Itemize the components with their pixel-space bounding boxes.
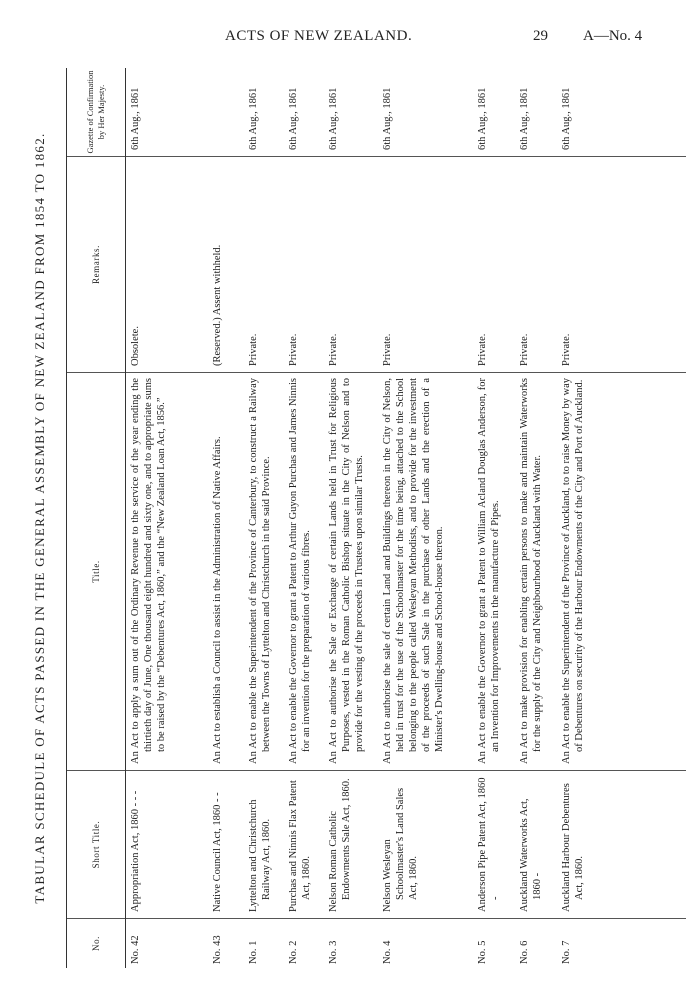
row-number: No. 3 (324, 918, 378, 968)
column-header-no: No. (67, 918, 125, 968)
row-number: No. 7 (557, 918, 686, 968)
row-number: No. 4 (378, 918, 473, 968)
table-row (126, 68, 208, 968)
row-gazette: 6th Aug., 1861 (288, 87, 299, 150)
row-remarks: (Reserved.) Assent withheld. (208, 156, 244, 372)
row-short-title: Native Council Act, 1860 - - (208, 770, 244, 918)
row-short-title: Purchas and Ninnis Flax Patent Act, 1860. (284, 770, 324, 918)
table-row (378, 68, 473, 968)
table-row (244, 68, 284, 968)
column-header-remarks: Remarks. (67, 156, 125, 372)
page-number: 29 (533, 28, 548, 44)
row-remarks: Private. (378, 156, 473, 372)
row-title: An Act to apply a sum out of the Ordinary Revenue to the service of the year ending the thirtieth day of June, One thousand eight hundred and sixty one, and to appropriate sums to be raised by the “Debentures Act, 1860,” and the “New Zealand Loan Act, 1856.” (126, 372, 208, 770)
row-number: No. 42 (126, 918, 208, 968)
row-title: An Act to enable the Superintendent of the Province of Canterbury, to construct a Railway between the Towns of Lyttelton and Christchurch in the said Province. (244, 372, 284, 770)
table-row (208, 68, 244, 968)
row-gazette (208, 68, 244, 156)
row-short-title: Appropriation Act, 1860 - - - (126, 770, 208, 918)
column-header-short-title: Short Title. (67, 770, 125, 918)
row-gazette: 6th Aug., 1861 (328, 87, 339, 150)
row-remarks: Private. (244, 156, 284, 372)
row-remarks: Private. (515, 156, 557, 372)
running-head-title: ACTS OF NEW ZEALAND. (225, 28, 413, 44)
row-number: No. 2 (284, 918, 324, 968)
column-headers (66, 68, 126, 968)
row-number: No. 1 (244, 918, 284, 968)
row-title: An Act to authorise the sale of certain Land and Buildings thereon in the City of Nelson, held in trust for the use of the Schoolmaster for the time being, attached to the School belonging to the people called Wesleyan Methodists, and to provide for the investment of the proceeds of such Sale in the purchase of other Lands and the erection of a Minister's Dwelling-house and School-house thereon. (378, 372, 473, 770)
row-remarks: Private. (557, 156, 686, 372)
row-short-title: Lyttelton and Christchurch Railway Act, 1860. (244, 770, 284, 918)
row-title: An Act to enable the Governor to grant a Patent to William Acland Douglas Anderson, for an Invention for Improvements in the manufacture of Pipes. (473, 372, 515, 770)
table-row (515, 68, 557, 968)
row-title: An Act to authorise the Sale or Exchange of certain Lands held in Trust for Religious Purposes, vested in the Roman Catholic Bishop situate in the City of Nelson and to provide for the vesting of the proceeds in Trustees upon similar Trusts. (324, 372, 378, 770)
column-header-title: Title. (67, 372, 125, 770)
row-gazette: 6th Aug., 1861 (519, 87, 530, 150)
row-title: An Act to make provision for enabling certain persons to make and maintain Waterworks for the supply of the City and Neighbourhood of Auckland with Water. (515, 372, 557, 770)
row-short-title: Anderson Pipe Patent Act, 1860 - (473, 770, 515, 918)
row-gazette: 6th Aug., 1861 (248, 87, 259, 150)
row-title: An Act to enable the Superintendent of the Province of Auckland, to to raise Money by way of Debentures on security of the Harbour Endowments of the City and Port of Auckland. (557, 372, 686, 770)
column-header-gazette: Gazette of Confirmation by Her Majesty. (85, 70, 106, 154)
row-number: No. 43 (208, 918, 244, 968)
row-remarks: Obsolete. (126, 156, 208, 372)
table-row (557, 68, 686, 968)
rotated-schedule (32, 68, 692, 968)
row-gazette: 6th Aug., 1861 (382, 87, 393, 150)
table-row (284, 68, 324, 968)
schedule-table (66, 68, 686, 968)
row-short-title: Auckland Harbour Debentures Act, 1860. (557, 770, 686, 918)
row-remarks: Private. (324, 156, 378, 372)
row-remarks: Private. (284, 156, 324, 372)
row-number: No. 5 (473, 918, 515, 968)
document-reference: A—No. 4 (583, 28, 643, 44)
row-short-title: Auckland Waterworks Act, 1860 - (515, 770, 557, 918)
row-short-title: Nelson Wesleyan Schoolmaster's Land Sales Act, 1860. (378, 770, 473, 918)
table-row (324, 68, 378, 968)
row-remarks: Private. (473, 156, 515, 372)
row-number: No. 6 (515, 918, 557, 968)
row-title: An Act to enable the Governor to grant a Patent to Arthur Guyon Purchas and James Ninnis for an invention for the preparation of various fibres. (284, 372, 324, 770)
schedule-title: TABULAR SCHEDULE OF ACTS PASSED IN THE GENERAL ASSEMBLY OF NEW ZEALAND FROM 1854 TO 1862. (32, 132, 47, 904)
row-gazette: 6th Aug., 1861 (561, 87, 572, 150)
table-row (473, 68, 515, 968)
running-head (0, 28, 700, 52)
row-gazette: 6th Aug., 1861 (130, 87, 141, 150)
row-short-title: Nelson Roman Catholic Endowments Sale Act, 1860. (324, 770, 378, 918)
row-title: An Act to establish a Council to assist in the Administration of Native Affairs. (208, 372, 244, 770)
row-gazette: 6th Aug., 1861 (477, 87, 488, 150)
